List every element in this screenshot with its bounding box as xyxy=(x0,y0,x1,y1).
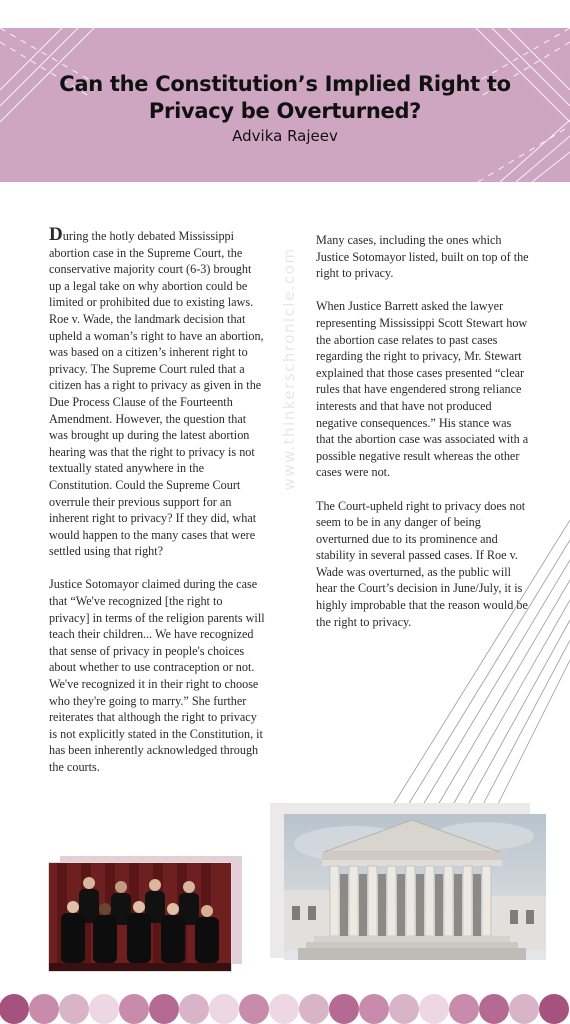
border-dot xyxy=(0,994,29,1024)
border-dot xyxy=(539,994,569,1024)
article-title xyxy=(20,71,550,125)
title-line-2: Privacy be Overturned? xyxy=(148,99,422,123)
border-dot xyxy=(179,994,209,1024)
border-dot xyxy=(299,994,329,1024)
border-dot xyxy=(449,994,479,1024)
border-dot xyxy=(419,994,449,1024)
paragraph: The Court-upheld right to privacy does not seem to be in any danger of being overturned due to its prominence and stability in several passed cases. If Roe v. Wade was overturned, as the public will hear the Court’s decision in June/July, it is highly improbable that the reason would be the right to privacy. xyxy=(316,498,528,629)
border-dot xyxy=(509,994,539,1024)
justices-illustration xyxy=(49,863,231,971)
paragraph xyxy=(49,224,265,560)
dot-border xyxy=(0,994,570,1024)
border-dot xyxy=(389,994,419,1024)
drop-cap: D xyxy=(49,224,63,245)
border-dot xyxy=(209,994,239,1024)
border-dot xyxy=(149,994,179,1024)
supreme-court-building-photo xyxy=(284,814,546,960)
border-dot xyxy=(29,994,59,1024)
supreme-court-justices-photo xyxy=(48,862,232,972)
border-dot xyxy=(329,994,359,1024)
border-dot xyxy=(59,994,89,1024)
header-banner xyxy=(0,28,570,182)
article-column-left xyxy=(49,224,265,792)
border-dot xyxy=(359,994,389,1024)
border-dot xyxy=(239,994,269,1024)
paragraph: Justice Sotomayor claimed during the case that “We've recognized [the right to privacy] in terms of the religion parents will teach their children... We have recognized that sense of privacy in people's choices about whether to use contraception or not. We've recognized it in their right to choose who they're going to marry.” She further reiterates that although the right to privacy is not explicitly stated in the Constitution, it has been inherently acknowledged through the courts. xyxy=(49,577,265,774)
paragraph-text: uring the hotly debated Mississippi abortion case in the Supreme Court, the conservative majority court (6-3) brought up a legal take on why abortion could be limited or prohibited due to existing laws. Roe v. Wade, the landmark decision that upheld a woman’s right to have an abortion, was based on a citizen’s inherent right to privacy. The Supreme Court ruled that a citizen has a right to privacy as given in the Due Process Clause of the Fourteenth Amendment. However, the question that was brought up during the latest abortion hearing was that the right to privacy is not textually stated anywhere in the Constitution. Could the Supreme Court overrule their previous support for an inherent right to privacy? If they did, what would happen to the many cases that were settled using that right? xyxy=(49,229,264,559)
border-dot xyxy=(89,994,119,1024)
border-dot xyxy=(269,994,299,1024)
decorative-lines xyxy=(380,520,570,820)
paragraph: Many cases, including the ones which Justice Sotomayor listed, built on top of the right to privacy. xyxy=(316,233,529,281)
court-building-illustration xyxy=(284,814,546,960)
border-dot xyxy=(119,994,149,1024)
border-dot xyxy=(479,994,509,1024)
title-line-1: Can the Constitution’s Implied Right to xyxy=(59,72,511,96)
paragraph: When Justice Barrett asked the lawyer representing Mississippi Scott Stewart how the abortion case relates to past cases regarding the right to privacy, Mr. Stewart explained that those cases presented “clear rules that have engendered strong reliance interests and that have not produced negative consequences.” His stance was that the abortion case was associated with a possible negative result whereas the other cases were not. xyxy=(316,299,529,480)
author-name: Advika Rajeev xyxy=(232,127,338,145)
watermark-url: www.thinkerschronicle.com xyxy=(280,247,298,491)
